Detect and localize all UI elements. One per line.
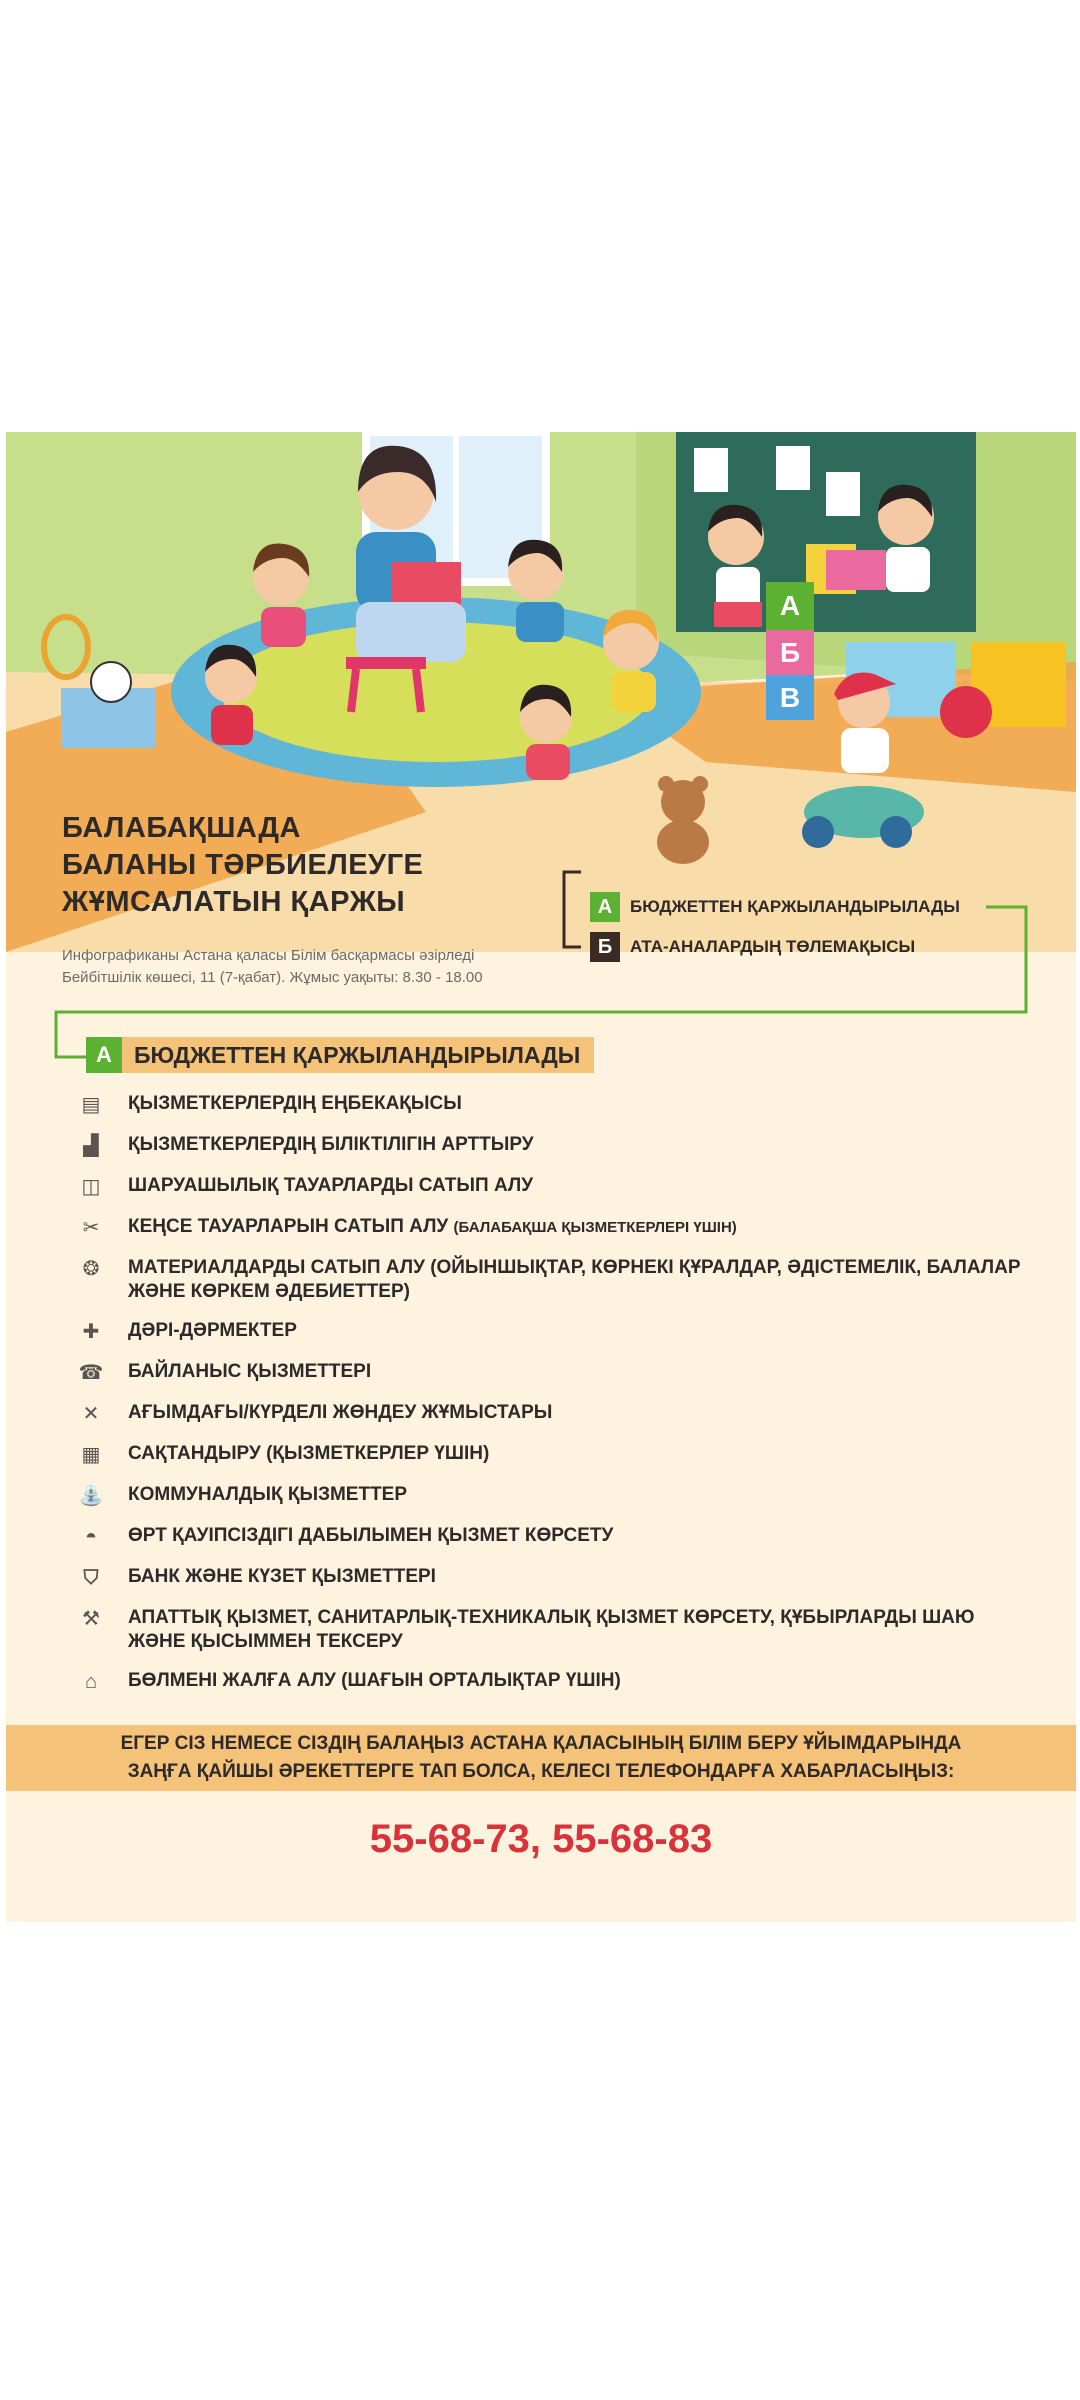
block-letter-b: Б	[779, 637, 801, 668]
title-line: БАЛАНЫ ТӘРБИЕЛЕУГЕ	[62, 849, 424, 881]
hotline-phone-numbers: 55-68-73, 55-68-83	[369, 1817, 713, 1861]
credit-text	[62, 945, 483, 989]
expense-list	[70, 1092, 1030, 1710]
legend-badge-a: А	[590, 892, 620, 922]
medicine-icon: ✚	[82, 1321, 100, 1343]
list-item: ✂ КЕҢСЕ ТАУАРЛАРЫН САТЫП АЛУ (БАЛАБАҚША ҚЫЗМЕТКЕРЛЕРІ ҮШІН)	[70, 1215, 1030, 1256]
water-tap-icon: ⛲	[78, 1485, 104, 1507]
teddy-bear-icon: ❂	[82, 1258, 100, 1280]
section-header-budget	[86, 1037, 594, 1073]
legend-badge-b: Б	[590, 932, 620, 962]
title-line: ЖҰМСАЛАТЫН ҚАРЖЫ	[62, 886, 406, 918]
list-item: ❂ МАТЕРИАЛДАРДЫ САТЫП АЛУ (ОЙЫНШЫҚТАР, КӨРНЕКІ ҚҰРАЛДАР, ӘДІСТЕМЕЛІК, БАЛАЛАР ЖӘНЕ КӨРКЕМ ӘДЕБИЕТТЕР)	[70, 1256, 1030, 1319]
phone-icon: ☎	[78, 1362, 104, 1384]
fire-alarm-icon: ◓	[84, 1526, 98, 1548]
list-item: ✚ ДӘРІ-ДӘРМЕКТЕР	[70, 1319, 1030, 1360]
block-letter-a: А	[779, 590, 801, 621]
wrench-icon: ⚒	[82, 1608, 100, 1630]
credit-line: Инфографиканы Астана қаласы Білім басқармасы әзірледі	[62, 947, 475, 964]
money-stack-icon: ▤	[81, 1094, 101, 1116]
legend-item-parents	[590, 932, 915, 962]
growth-chart-icon: ▟	[83, 1135, 99, 1157]
list-item: ⛲ КОММУНАЛДЫҚ ҚЫЗМЕТТЕР	[78, 1484, 408, 1507]
legend-item-budget	[590, 892, 960, 922]
block-letter-v: В	[779, 682, 801, 713]
scissors-icon: ✂	[82, 1217, 100, 1239]
list-item: ⚒ АПАТТЫҚ ҚЫЗМЕТ, САНИТАРЛЫҚ-ТЕХНИКАЛЫҚ ҚЫЗМЕТ КӨРСЕТУ, ҚҰБЫРЛАРДЫ ШАЮ ЖӘНЕ ҚЫСЫММЕН ТЕКСЕРУ	[70, 1606, 1030, 1669]
list-item: ✕ АҒЫМДАҒЫ/КҮРДЕЛІ ЖӨНДЕУ ЖҰМЫСТАРЫ	[70, 1401, 1030, 1442]
poster-title	[62, 810, 423, 921]
list-item-note: (БАЛАБАҚША ҚЫЗМЕТКЕРЛЕРІ ҮШІН)	[453, 1219, 737, 1236]
section-badge-a: А	[86, 1037, 122, 1073]
list-item: ⌂ БӨЛМЕНІ ЖАЛҒА АЛУ (ШАҒЫН ОРТАЛЫҚТАР ҮШІН)	[70, 1669, 1030, 1710]
banner-line: ЗАҢҒА ҚАЙШЫ ӘРЕКЕТТЕРГЕ ТАП БОЛСА, КЕЛЕСІ ТЕЛЕФОНДАРҒА ХАБАРЛАСЫҢЫЗ:	[127, 1761, 955, 1782]
list-item: ⛉ БАНК ЖӘНЕ КҮЗЕТ ҚЫЗМЕТТЕРІ	[70, 1565, 1030, 1606]
shield-icon: ⛉	[83, 1567, 99, 1589]
list-item: ☎ БАЙЛАНЫС ҚЫЗМЕТТЕРІ	[78, 1361, 372, 1384]
infographic-poster	[6, 432, 1076, 1922]
list-item: ▤ ҚЫЗМЕТКЕРЛЕРДІҢ ЕҢБЕКАҚЫСЫ	[70, 1092, 1030, 1133]
tools-icon: ✕	[82, 1403, 100, 1425]
shopping-bag-icon: ◫	[81, 1176, 101, 1198]
list-item: ◫ ШАРУАШЫЛЫҚ ТАУАРЛАРДЫ САТЫП АЛУ	[70, 1174, 1030, 1215]
legend-label: БЮДЖЕТТЕН ҚАРЖЫЛАНДЫРЫЛАДЫ	[630, 897, 960, 916]
section-title: БЮДЖЕТТЕН ҚАРЖЫЛАНДЫРЫЛАДЫ	[134, 1041, 581, 1068]
list-item: ◓ ӨРТ ҚАУІПСІЗДІГІ ДАБЫЛЫМЕН ҚЫЗМЕТ КӨРСЕТУ	[70, 1524, 1030, 1565]
contact-banner	[6, 1725, 1076, 1791]
house-icon: ⌂	[84, 1671, 98, 1693]
list-item: ▦ САҚТАНДЫРУ (ҚЫЗМЕТКЕРЛЕР ҮШІН)	[70, 1442, 1030, 1483]
list-item: ▟ ҚЫЗМЕТКЕРЛЕРДІҢ БІЛІКТІЛІГІН АРТТЫРУ	[70, 1133, 1030, 1174]
banner-line: ЕГЕР СІЗ НЕМЕСЕ СІЗДІҢ БАЛАҢЫЗ АСТАНА ҚАЛАСЫНЫҢ БІЛІМ БЕРУ ҰЙЫМДАРЫНДА	[120, 1733, 962, 1754]
insurance-document-icon: ▦	[81, 1444, 101, 1466]
credit-line: Бейбітшілік көшесі, 11 (7-қабат). Жұмыс уақыты: 8.30 - 18.00	[62, 969, 483, 986]
legend-label: АТА-АНАЛАРДЫҢ ТӨЛЕМАҚЫСЫ	[630, 937, 916, 956]
title-line: БАЛАБАҚШАДА	[62, 812, 301, 844]
